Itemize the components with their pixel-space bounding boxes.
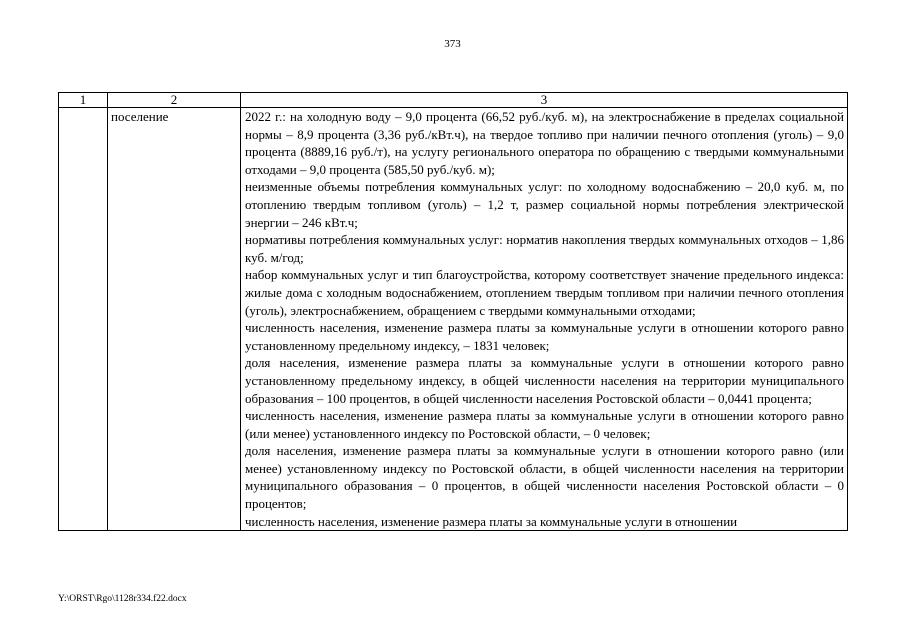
document-table (58, 92, 848, 531)
table-row (59, 108, 848, 531)
paragraph: численность населения, изменение размера платы за коммунальные услуги в отношении (245, 513, 738, 529)
paragraph: неизменные объемы потребления коммунальных услуг: по холодному водоснабжению – 20,0 куб. м, по отоплению твердым топливом (уголь) – 1,2 т, размер социальной нормы потребления электрической энергии – 246 кВт.ч; (245, 179, 844, 230)
cell-col3 (241, 108, 848, 531)
column-header-2: 2 (108, 93, 241, 108)
cell-col2: поселение (108, 108, 241, 531)
column-header-3: 3 (241, 93, 848, 108)
paragraph: набор коммунальных услуг и тип благоустройства, которому соответствует значение предельного индекса: жилые дома с холодным водоснабжением, отоплением твердым топливом при наличии печного отопления (уголь), электроснабжением, обращением с твердыми коммунальными отходами; (245, 267, 844, 318)
paragraph: нормативы потребления коммунальных услуг: норматив накопления твердых коммунальных отходов – 1,86 куб. м/год; (245, 232, 844, 265)
footer-file-path: Y:\ORST\Rgo\1128r334.f22.docx (58, 594, 187, 604)
table-header-row (59, 93, 848, 108)
column-header-1: 1 (59, 93, 108, 108)
cell-col1 (59, 108, 108, 531)
paragraph: доля населения, изменение размера платы за коммунальные услуги в отношении которого равно (или менее) установленному индексу по Ростовской области, в общей численности населения на территории муниципального образования – 0 процентов, в общей численности населения Ростовской области – 0 процентов; (245, 443, 844, 512)
paragraph: численность населения, изменение размера платы за коммунальные услуги в отношении которого равно установленному предельному индексу, – 1831 человек; (245, 320, 844, 353)
page-number: 373 (444, 38, 461, 50)
paragraph: численность населения, изменение размера платы за коммунальные услуги в отношении которого равно (или менее) установленного индексу по Ростовской области, – 0 человек; (245, 408, 844, 441)
paragraph: доля населения, изменение размера платы за коммунальные услуги в отношении которого равно установленному предельному индексу, в общей численности населения на территории муниципального образования – 100 процентов, в общей численности населения Ростовской области – 0,0441 процента; (245, 355, 844, 406)
paragraph: 2022 г.: на холодную воду – 9,0 процента (66,52 руб./куб. м), на электроснабжение в пределах социальной нормы – 8,9 процента (3,36 руб./кВт.ч), на твердое топливо при наличии печного отопления (уголь) – 9,0 процента (8889,16 руб./т), на услугу регионального оператора по обращению с твердыми коммунальными отходами – 9,0 процента (585,50 руб./куб. м); (245, 109, 844, 177)
